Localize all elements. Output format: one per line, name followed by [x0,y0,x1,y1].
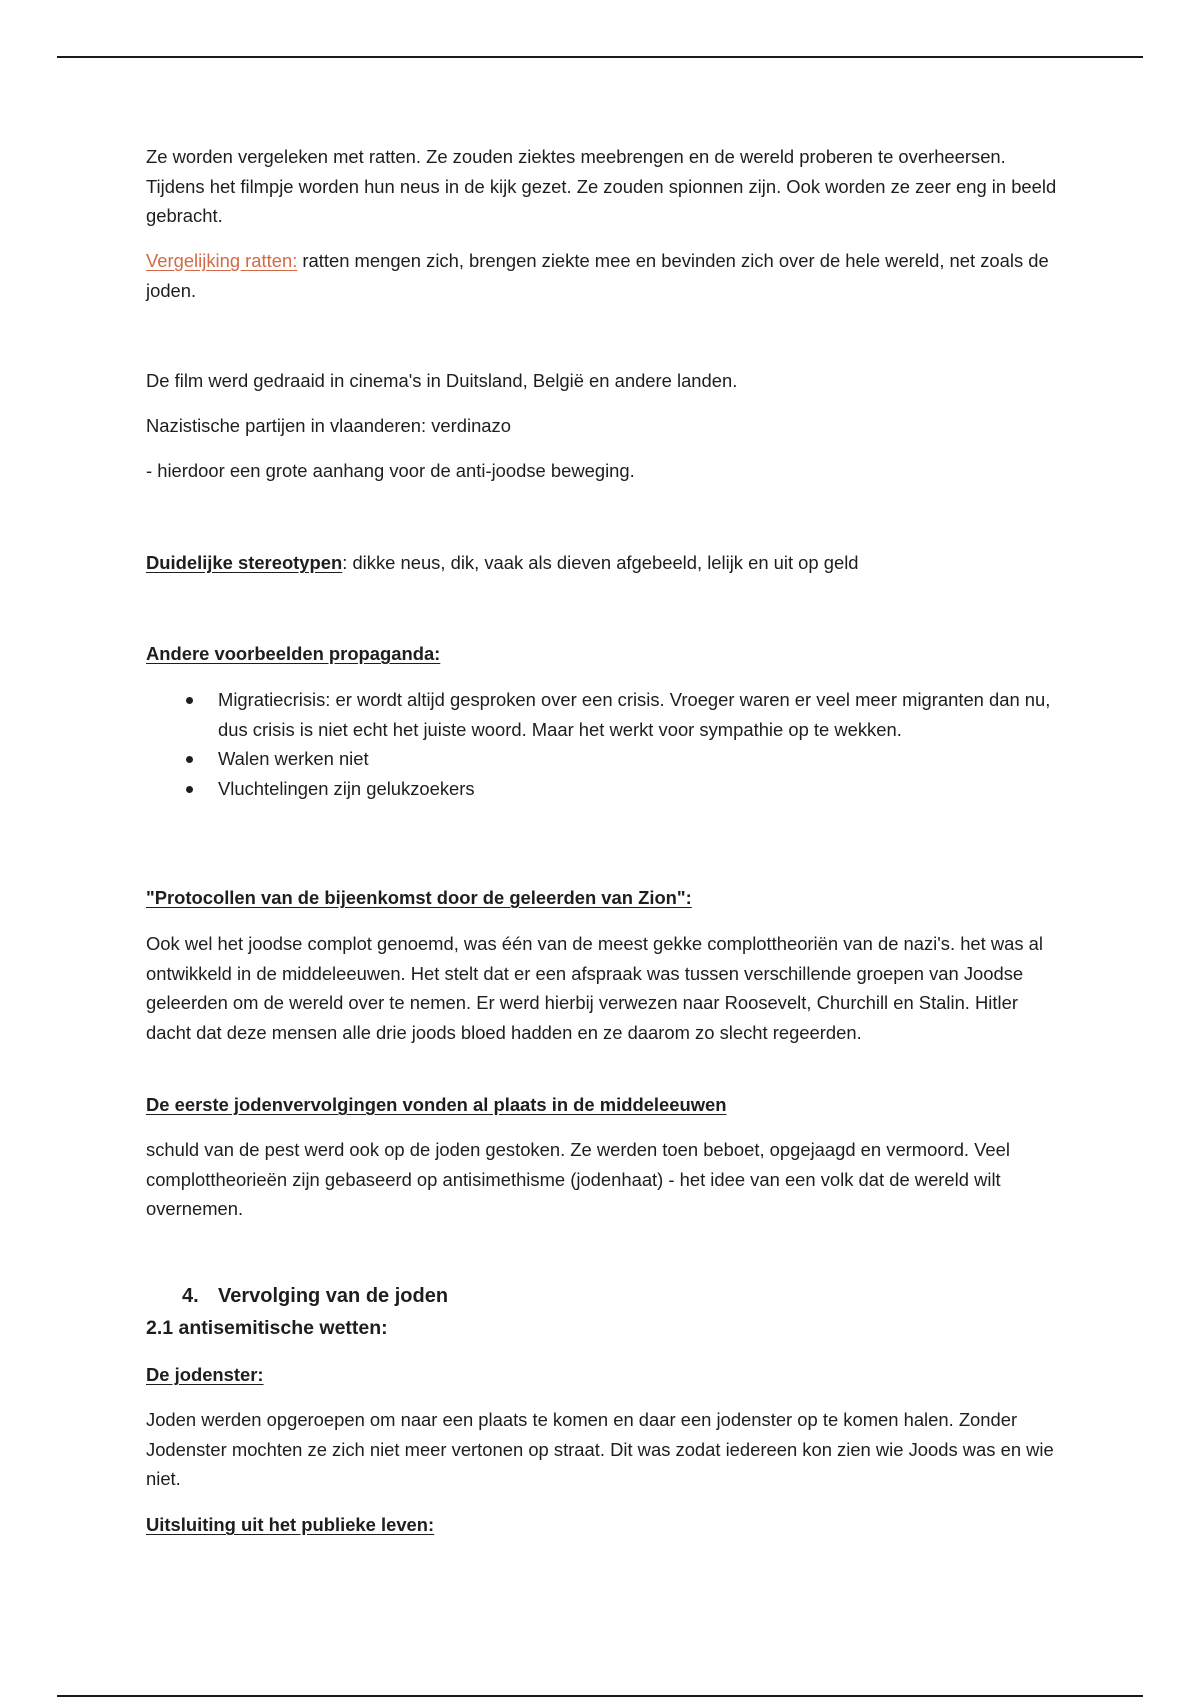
stereotypen-heading: Duidelijke stereotypen [146,552,343,573]
paragraph-nazistische-partijen: Nazistische partijen in vlaanderen: verdinazo [146,415,511,436]
paragraph-vergelijking [146,246,1066,305]
propaganda-list [146,685,1066,803]
paragraph-cinema: De film werd gedraaid in cinema's in Duitsland, België en andere landen. [146,370,738,391]
protocollen-heading: "Protocollen van de bijeenkomst door de geleerden van Zion": [146,887,692,908]
middeleeuwen-text: schuld van de pest werd ook op de joden gestoken. Ze werden toen beboet, opgejaagd en vermoord. Veel complottheorieën zijn gebaseerd op antisimethisme (jodenhaat) - het idee van een volk dat de wereld wilt overnemen. [146,1139,1010,1219]
section-title: Vervolging van de joden [218,1285,449,1307]
list-item: Migratiecrisis: er wordt altijd gesproken over een crisis. Vroeger waren er veel meer migranten dan nu, dus crisis is niet echt het juiste woord. Maar het werkt voor sympathie op te wekken. [146,685,1066,744]
header-rule [57,56,1143,58]
list-item: Vluchtelingen zijn gelukzoekers [146,774,1066,804]
paragraph-aanhang: - hierdoor een grote aanhang voor de anti-joodse beweging. [146,460,635,481]
list-item: Walen werken niet [146,744,1066,774]
jodenster-heading: De jodenster: [146,1364,264,1385]
middeleeuwen-heading: De eerste jodenvervolgingen vonden al plaats in de middeleeuwen [146,1094,727,1115]
jodenster-text: Joden werden opgeroepen om naar een plaats te komen en daar een jodenster op te komen halen. Zonder Jodenster mochten ze zich niet meer vertonen op straat. Dit was zodat iedereen kon zien wie Joods was en wie niet. [146,1409,1054,1489]
paragraph-ratten: Ze worden vergeleken met ratten. Ze zouden ziektes meebrengen en de wereld proberen te overheersen. Tijdens het filmpje worden hun neus in de kijk gezet. Ze zouden spionnen zijn. Ook worden ze zeer eng in beeld gebracht. [146,146,1057,226]
vergelijking-ratten-text: ratten mengen zich, brengen ziekte mee en bevinden zich over de hele wereld, net zoals de joden. [146,250,1049,301]
propaganda-heading: Andere voorbeelden propaganda: [146,643,441,664]
subsection-heading: 2.1 antisemitische wetten: [146,1317,388,1339]
vergelijking-ratten-link[interactable]: Vergelijking ratten: [146,250,298,271]
section-4-heading [146,1282,1066,1312]
uitsluiting-heading: Uitsluiting uit het publieke leven: [146,1514,435,1535]
paragraph-stereotypen [146,548,1066,578]
protocollen-text: Ook wel het joodse complot genoemd, was één van de meest gekke complottheoriën van de nazi's. het was al ontwikkeld in de middeleeuwen. Het stelt dat er een afspraak was tussen verschillende groepen van Joodse geleerden om de wereld over te nemen. Er werd hierbij verwezen naar Roosevelt, Churchill en Stalin. Hitler dacht dat deze mensen alle drie joods bloed hadden en ze daarom zo slecht regeerden. [146,933,1043,1043]
stereotypen-text: : dikke neus, dik, vaak als dieven afgebeeld, lelijk en uit op geld [342,552,859,573]
footer-rule [57,1695,1143,1697]
section-number: 4. [182,1285,199,1307]
